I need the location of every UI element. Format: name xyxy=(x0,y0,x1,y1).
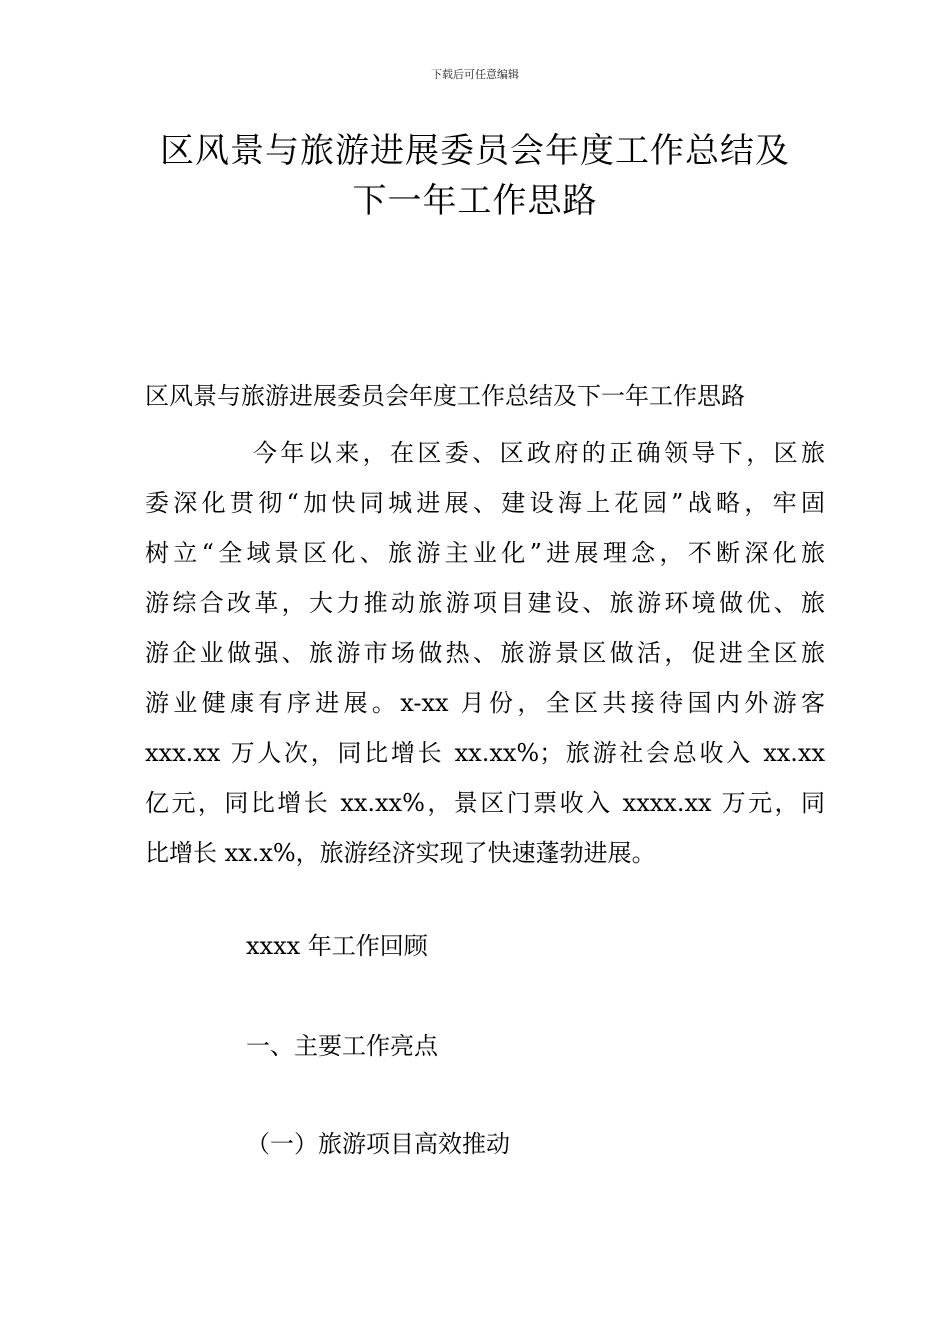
paragraph-line: 游企业做强、旅游市场做热、旅游景区做活，促进全区旅 xyxy=(145,639,825,667)
paragraph-line: 委深化贯彻“加快同城进展、建设海上花园”战略，牢固 xyxy=(145,489,825,517)
header-note: 下载后可任意编辑 xyxy=(431,68,519,81)
title-line-2: 下一年工作思路 xyxy=(352,181,598,221)
paragraph-line: 今年以来，在区委、区政府的正确领导下，区旅 xyxy=(253,439,825,467)
paragraph-line: 比增长 xx.x%，旅游经济实现了快速蓬勃进展。 xyxy=(145,839,656,867)
paragraph-line: 游综合改革，大力推动旅游项目建设、旅游环境做优、旅 xyxy=(145,589,825,617)
paragraph-line: 游业健康有序进展。x-xx 月份，全区共接待国内外游客 xyxy=(145,689,825,717)
paragraph-line: 亿元，同比增长 xx.xx%，景区门票收入 xxxx.xx 万元，同 xyxy=(145,789,825,817)
document-subtitle: 区风景与旅游进展委员会年度工作总结及下一年工作思路 xyxy=(145,382,745,410)
review-heading: xxxx 年工作回顾 xyxy=(246,932,428,960)
subsection-heading: （一）旅游项目高效推动 xyxy=(246,1130,510,1158)
paragraph-line: xxx.xx 万人次，同比增长 xx.xx%；旅游社会总收入 xx.xx xyxy=(145,739,825,767)
section-heading: 一、主要工作亮点 xyxy=(246,1032,438,1060)
paragraph-line: 树立“全域景区化、旅游主业化”进展理念，不断深化旅 xyxy=(145,539,825,567)
title-line-1: 区风景与旅游进展委员会年度工作总结及 xyxy=(160,131,790,171)
document-title xyxy=(100,126,850,226)
intro-paragraph xyxy=(145,428,825,878)
